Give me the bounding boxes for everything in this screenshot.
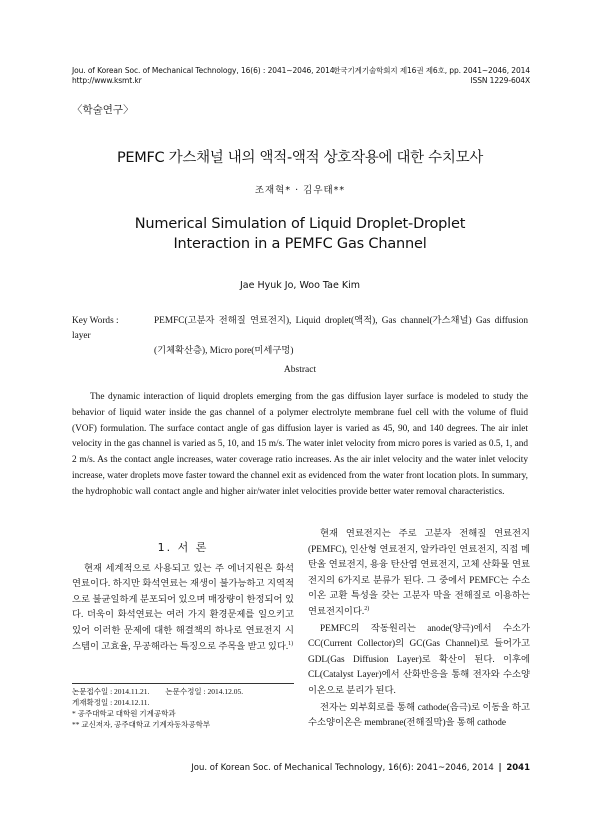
abstract-heading: Abstract bbox=[283, 365, 317, 375]
keywords-line-1: PEMFC(고분자 전해질 연료전지), Liquid droplet(액적), Gas channel(가스채널) Gas diffusion layer bbox=[72, 316, 528, 341]
english-title-line-1: Numerical Simulation of Liquid Droplet-Droplet bbox=[134, 216, 466, 232]
right-paragraph-1 bbox=[308, 527, 530, 621]
revised-date: 논문수정일 : 2014.12.05. bbox=[165, 687, 244, 696]
issn: ISSN 1229-604X bbox=[470, 76, 530, 85]
right-paragraph-1-text: 현재 연료전지는 주로 고분자 전해질 연료전지(PEMFC), 인산형 연료전지, 알카라인 연료전지, 직접 메탄올 연료전지, 용융 탄산염 연료전지, 고체 산화물 연료전지의 6가지로 분류가 된다. 그 중에서 PEMFC는 수소이온 교환 특성을 갖는 고분자 막을 전해질로 이용하는 연료전지이다. bbox=[308, 529, 530, 617]
abstract-body: The dynamic interaction of liquid droplets emerging from the gas diffusion layer surface is modeled to study the behavior of liquid water inside the gas channel of a polymer electrolyte membrane fuel cell with the volume of fluid (VOF) formulation. The surface contact angle of gas diffusion layer is varied as 45, 90, and 140 degrees. The air inlet velocity in the gas channel is varied as 5, 10, and 15 m/s. The water inlet velocity from micro pores is varied as 0.5, 1, and 2 m/s. As the contact angle increases, water coverage ratio increases. As the air inlet velocity and the water inlet velocity increase, water droplets move faster toward the channel exit as evidenced from the water front location plots. In summary, the hydrophobic wall contact angle and higher air/water inlet velocities provide better water removal characteristics. bbox=[72, 392, 528, 497]
intro-paragraph-1 bbox=[72, 562, 294, 656]
article-category: 〈학술연구〉 bbox=[72, 104, 134, 116]
left-column bbox=[72, 540, 294, 655]
right-paragraph-2: PEMFC의 작동원리는 anode(양극)에서 수소가 CC(Current Collector)의 GC(Gas Channel)로 들어가고 GDL(Gas Diffusion Layer)로 확산이 된다. 이후에 CL(Catalyst Layer)에서 산화반응을 통해 전자와 수소양이온으로 분리가 된다. bbox=[308, 623, 530, 696]
footnotes bbox=[72, 686, 302, 730]
keywords-label: Key Words : bbox=[72, 316, 119, 326]
page-footer bbox=[191, 763, 530, 773]
journal-citation-korean: 한국기계기술학회지 제16권 제6호, pp. 2041~2046, 2014 bbox=[333, 66, 530, 75]
section-heading-introduction: 1. 서 론 bbox=[157, 541, 209, 554]
reference-marker: 1) bbox=[288, 640, 294, 647]
english-title-line-2: Interaction in a PEMFC Gas Channel bbox=[173, 236, 427, 252]
footer-separator: | bbox=[498, 763, 502, 773]
right-column bbox=[308, 527, 530, 733]
right-paragraph-3: 전자는 외부회로를 통해 cathode(음극)로 이동을 하고 수소양이온은 membrane(전해질막)을 통해 cathode bbox=[308, 702, 530, 729]
running-header-left bbox=[72, 66, 334, 86]
journal-url: http://www.ksmt.kr bbox=[72, 76, 142, 85]
footer-citation: Jou. of Korean Soc. of Mechanical Technology, 16(6): 2041~2046, 2014 bbox=[191, 763, 494, 773]
keywords-line-2: (기체확산층), Micro pore(미세구멍) bbox=[154, 346, 294, 356]
received-date: 논문접수일 : 2014.11.21. bbox=[72, 687, 150, 696]
affiliation-footnote-2: ** 교신저자, 공주대학교 기계자동차공학부 bbox=[72, 720, 211, 729]
footnote-dates bbox=[72, 686, 302, 697]
journal-citation: Jou. of Korean Soc. of Mechanical Technology, 16(6) : 2041~2046, 2014 bbox=[72, 66, 335, 75]
footnote-divider bbox=[72, 683, 294, 684]
accepted-date: 게재확정일 : 2014.12.11. bbox=[72, 698, 150, 707]
korean-title: PEMFC 가스채널 내의 액적-액적 상호작용에 대한 수치모사 bbox=[116, 150, 483, 166]
affiliation-footnote-1: * 공주대학교 대학원 기계공학과 bbox=[72, 709, 176, 718]
korean-authors: 조재혁* · 김우태** bbox=[254, 185, 346, 196]
keywords bbox=[72, 314, 528, 359]
intro-paragraph-1-text: 현재 세계적으로 사용되고 있는 주 에너지원은 화석연료이다. 하지만 화석연료는 재생이 불가능하고 지역적으로 불균일하게 분포되어 있으며 매장량이 한정되어 있다. 더욱이 화석연료는 여러 가지 환경문제를 일으키고 있어 이러한 문제에 대한 해결책의 하나로 연료전지 시스템이 고효율, 무공해라는 특징으로 주목을 받고 있다. bbox=[72, 563, 294, 652]
running-header-right bbox=[333, 66, 530, 86]
english-authors: Jae Hyuk Jo, Woo Tae Kim bbox=[240, 280, 360, 291]
english-title bbox=[0, 214, 600, 254]
reference-marker: 2) bbox=[364, 605, 370, 612]
page-number: 2041 bbox=[506, 763, 530, 773]
